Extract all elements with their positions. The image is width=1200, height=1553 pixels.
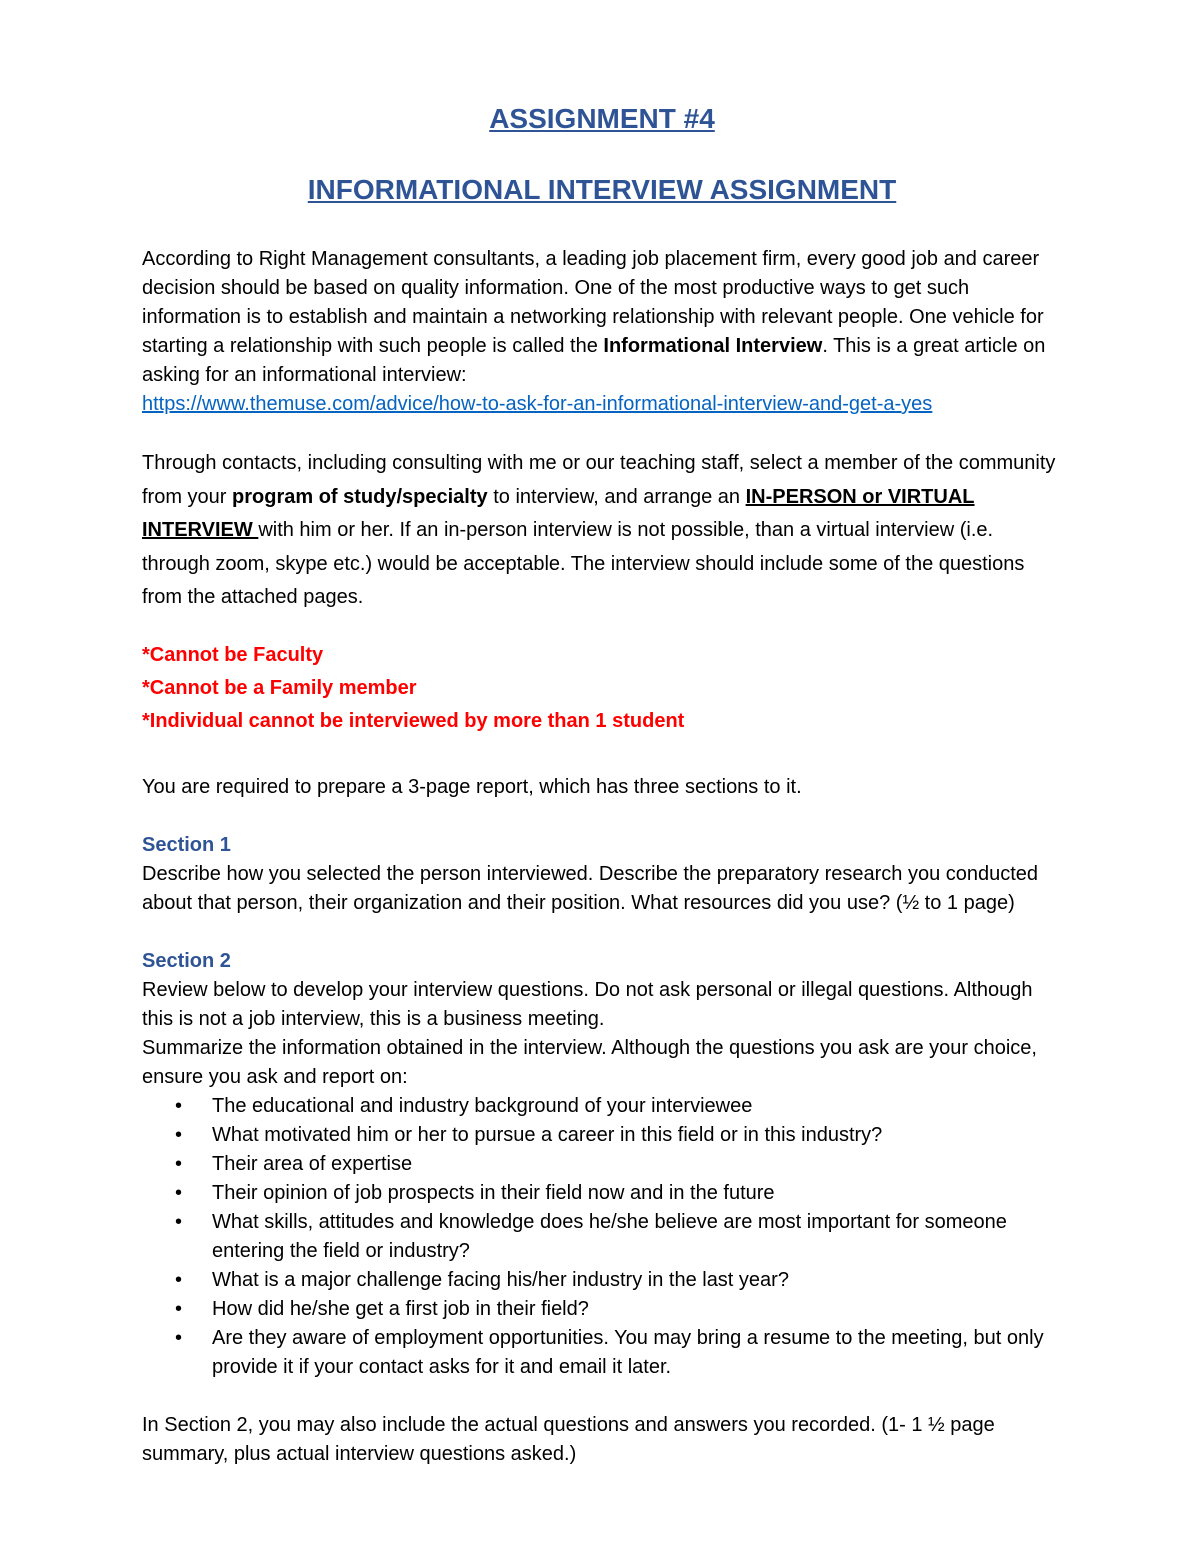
list-item-text: How did he/she get a first job in their field?	[212, 1297, 589, 1320]
section-2-text-1: Review below to develop your interview questions. Do not ask personal or illegal questions. Although this is not a job interview, this is a business meeting.	[142, 978, 1033, 1030]
rule-item: *Cannot be a Family member	[142, 676, 417, 699]
section-2-heading: Section 2	[142, 949, 231, 972]
list-item	[142, 1092, 1062, 1121]
section-2-closing: In Section 2, you may also include the actual questions and answers you recorded. (1- 1 ½ page summary, plus actual interview questions asked.)	[142, 1413, 995, 1465]
contacts-text-2: to interview, and arrange an	[487, 485, 746, 508]
list-item	[142, 1208, 1062, 1266]
intro-text-after: . This is a great article on asking for an informational interview:	[142, 335, 1046, 386]
intro-paragraph	[142, 245, 1062, 419]
requirement-text: You are required to prepare a 3-page report, which has three sections to it.	[142, 775, 802, 798]
section-2-text-2: Summarize the information obtained in the interview. Although the questions you ask are your choice, ensure you ask and report on:	[142, 1036, 1037, 1088]
document-page	[142, 100, 1062, 1469]
list-item	[142, 1266, 1062, 1295]
section-1-heading: Section 1	[142, 833, 231, 856]
list-item-text: Their opinion of job prospects in their field now and in the future	[212, 1181, 775, 1204]
page-title: ASSIGNMENT #4	[489, 103, 715, 134]
contacts-text-3: with him or her. If an in-person interview is not possible, than a virtual interview (i.e. through zoom, skype etc.) would be acceptable. The interview should include some of the questions from the attached pages.	[142, 519, 1025, 608]
contacts-text-1: Through contacts, including consulting with me or our teaching staff, select a member of the community from your	[142, 452, 1056, 508]
contacts-bold-program: program of study/specialty	[232, 485, 488, 508]
list-item-text: What skills, attitudes and knowledge does he/she believe are most important for someone entering the field or industry?	[212, 1210, 1007, 1262]
list-item-text: The educational and industry background of your interviewee	[212, 1094, 753, 1117]
bullet-icon: •	[175, 1210, 183, 1233]
bullet-icon: •	[175, 1268, 183, 1291]
list-item	[142, 1121, 1062, 1150]
bullet-icon: •	[175, 1094, 183, 1117]
rule-item: *Individual cannot be interviewed by more than 1 student	[142, 709, 685, 732]
bullet-icon: •	[175, 1297, 183, 1320]
page-subtitle: INFORMATIONAL INTERVIEW ASSIGNMENT	[307, 174, 897, 205]
list-item	[142, 1179, 1062, 1208]
contacts-paragraph	[142, 447, 1062, 615]
bullet-icon: •	[175, 1123, 183, 1146]
section-1-text: Describe how you selected the person interviewed. Describe the preparatory research you conducted about that person, their organization and their position. What resources did you use? (½ to 1 page)	[142, 862, 1039, 914]
list-item	[142, 1295, 1062, 1324]
list-item	[142, 1324, 1062, 1382]
list-item-text: Are they aware of employment opportunities. You may bring a resume to the meeting, but only provide it if your contact asks for it and email it later.	[212, 1326, 1044, 1378]
list-item	[142, 1150, 1062, 1179]
bullet-icon: •	[175, 1181, 183, 1204]
rule-item: *Cannot be Faculty	[142, 643, 324, 666]
intro-bold-term: Informational Interview	[603, 335, 823, 357]
bullet-icon: •	[175, 1326, 183, 1349]
bullet-icon: •	[175, 1152, 183, 1175]
intro-text: According to Right Management consultants, a leading job placement firm, every good job and career decision should be based on quality information. One of the most productive ways to get such information is to establish and maintain a networking relationship with relevant people. One vehicle for starting a relationship with such people is called the	[142, 248, 1044, 357]
question-list	[142, 1092, 1062, 1382]
article-link[interactable]: https://www.themuse.com/advice/how-to-ask-for-an-informational-interview-and-get-a-yes	[142, 393, 933, 415]
contacts-interview-type: IN-PERSON or VIRTUAL INTERVIEW	[142, 485, 975, 541]
list-item-text: What motivated him or her to pursue a career in this field or in this industry?	[212, 1123, 883, 1146]
list-item-text: What is a major challenge facing his/her industry in the last year?	[212, 1268, 789, 1291]
list-item-text: Their area of expertise	[212, 1152, 413, 1175]
